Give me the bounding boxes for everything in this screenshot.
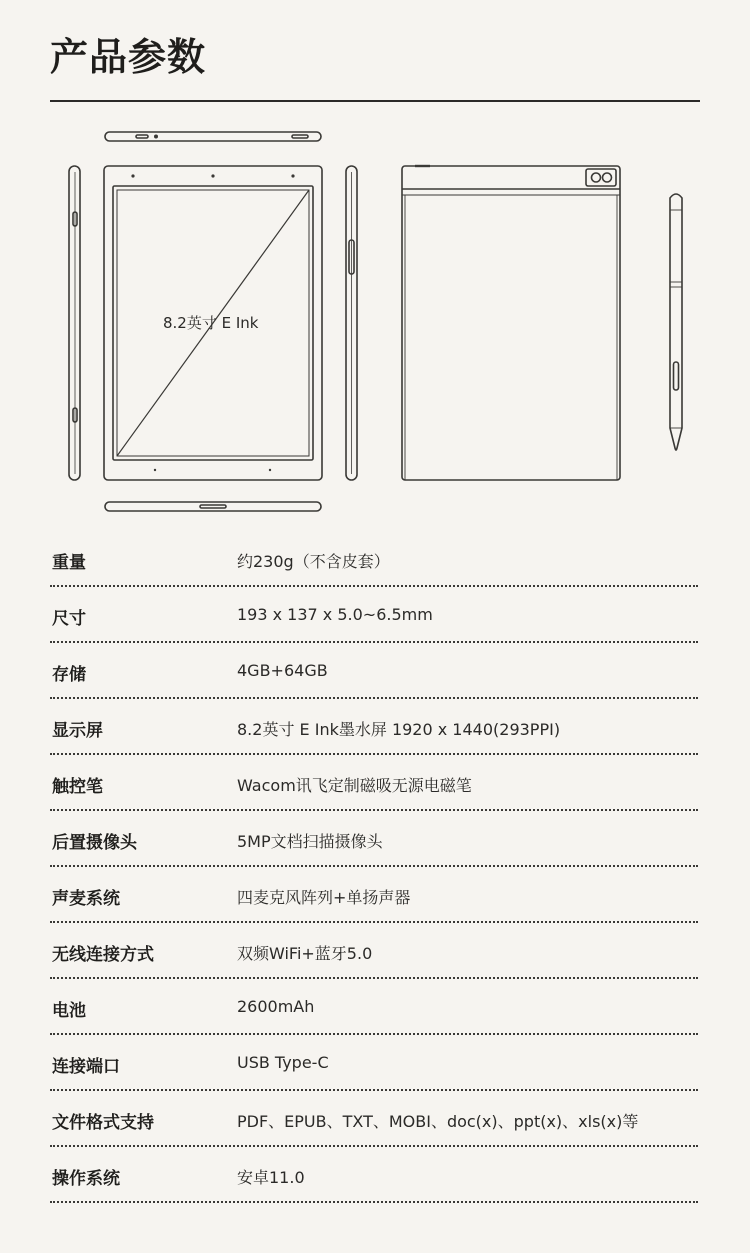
spec-value: 四麦克风阵列+单扬声器: [237, 888, 411, 907]
tablet-bottom-edge-icon: [105, 502, 321, 511]
tablet-side-icon: [346, 166, 357, 480]
spec-label: 无线连接方式: [52, 945, 154, 965]
spec-label: 操作系统: [52, 1169, 120, 1189]
spec-label: 显示屏: [52, 721, 103, 741]
spec-value: 2600mAh: [237, 997, 315, 1016]
tablet-side-icon: [69, 166, 80, 480]
page-title: 产品参数: [50, 35, 207, 79]
spec-label: 触控笔: [52, 777, 103, 797]
spec-label: 连接端口: [52, 1057, 120, 1077]
spec-value: 5MP文档扫描摄像头: [237, 832, 383, 851]
spec-value: 约230g（不含皮套）: [237, 552, 390, 571]
spec-value: USB Type-C: [237, 1053, 329, 1072]
spec-row: [50, 643, 698, 699]
spec-label: 后置摄像头: [52, 833, 137, 853]
spec-label: 文件格式支持: [52, 1113, 154, 1133]
spec-row: [50, 1091, 698, 1147]
stylus-pen-icon: [670, 194, 682, 450]
spec-row: [50, 755, 698, 811]
spec-label: 电池: [52, 1001, 86, 1021]
spec-row: [50, 531, 698, 587]
spec-label: 声麦系统: [52, 889, 120, 909]
spec-row: [50, 699, 698, 755]
spec-value: 8.2英寸 E Ink墨水屏 1920 x 1440(293PPI): [237, 720, 561, 739]
spec-label: 存储: [52, 665, 86, 685]
spec-value: Wacom讯飞定制磁吸无源电磁笔: [237, 776, 472, 795]
spec-row: [50, 1147, 698, 1203]
spec-value: 双频WiFi+蓝牙5.0: [237, 944, 373, 963]
spec-value: 4GB+64GB: [237, 661, 328, 680]
spec-row: [50, 1035, 698, 1091]
tablet-back-icon: [402, 166, 620, 480]
spec-row: [50, 979, 698, 1035]
screen-size-label: 8.2英寸 E Ink: [163, 314, 259, 332]
spec-row: [50, 811, 698, 867]
spec-label: 尺寸: [52, 609, 86, 629]
spec-label: 重量: [52, 553, 86, 573]
spec-row: [50, 923, 698, 979]
tablet-top-edge-icon: [105, 132, 321, 141]
spec-value: PDF、EPUB、TXT、MOBI、doc(x)、ppt(x)、xls(x)等: [237, 1112, 639, 1131]
spec-value: 193 x 137 x 5.0~6.5mm: [237, 605, 433, 624]
spec-value: 安卓11.0: [237, 1168, 305, 1187]
title-divider: [50, 100, 700, 102]
device-diagram: [0, 120, 750, 520]
spec-row: [50, 587, 698, 643]
spec-row: [50, 867, 698, 923]
spec-table: [50, 531, 698, 1203]
